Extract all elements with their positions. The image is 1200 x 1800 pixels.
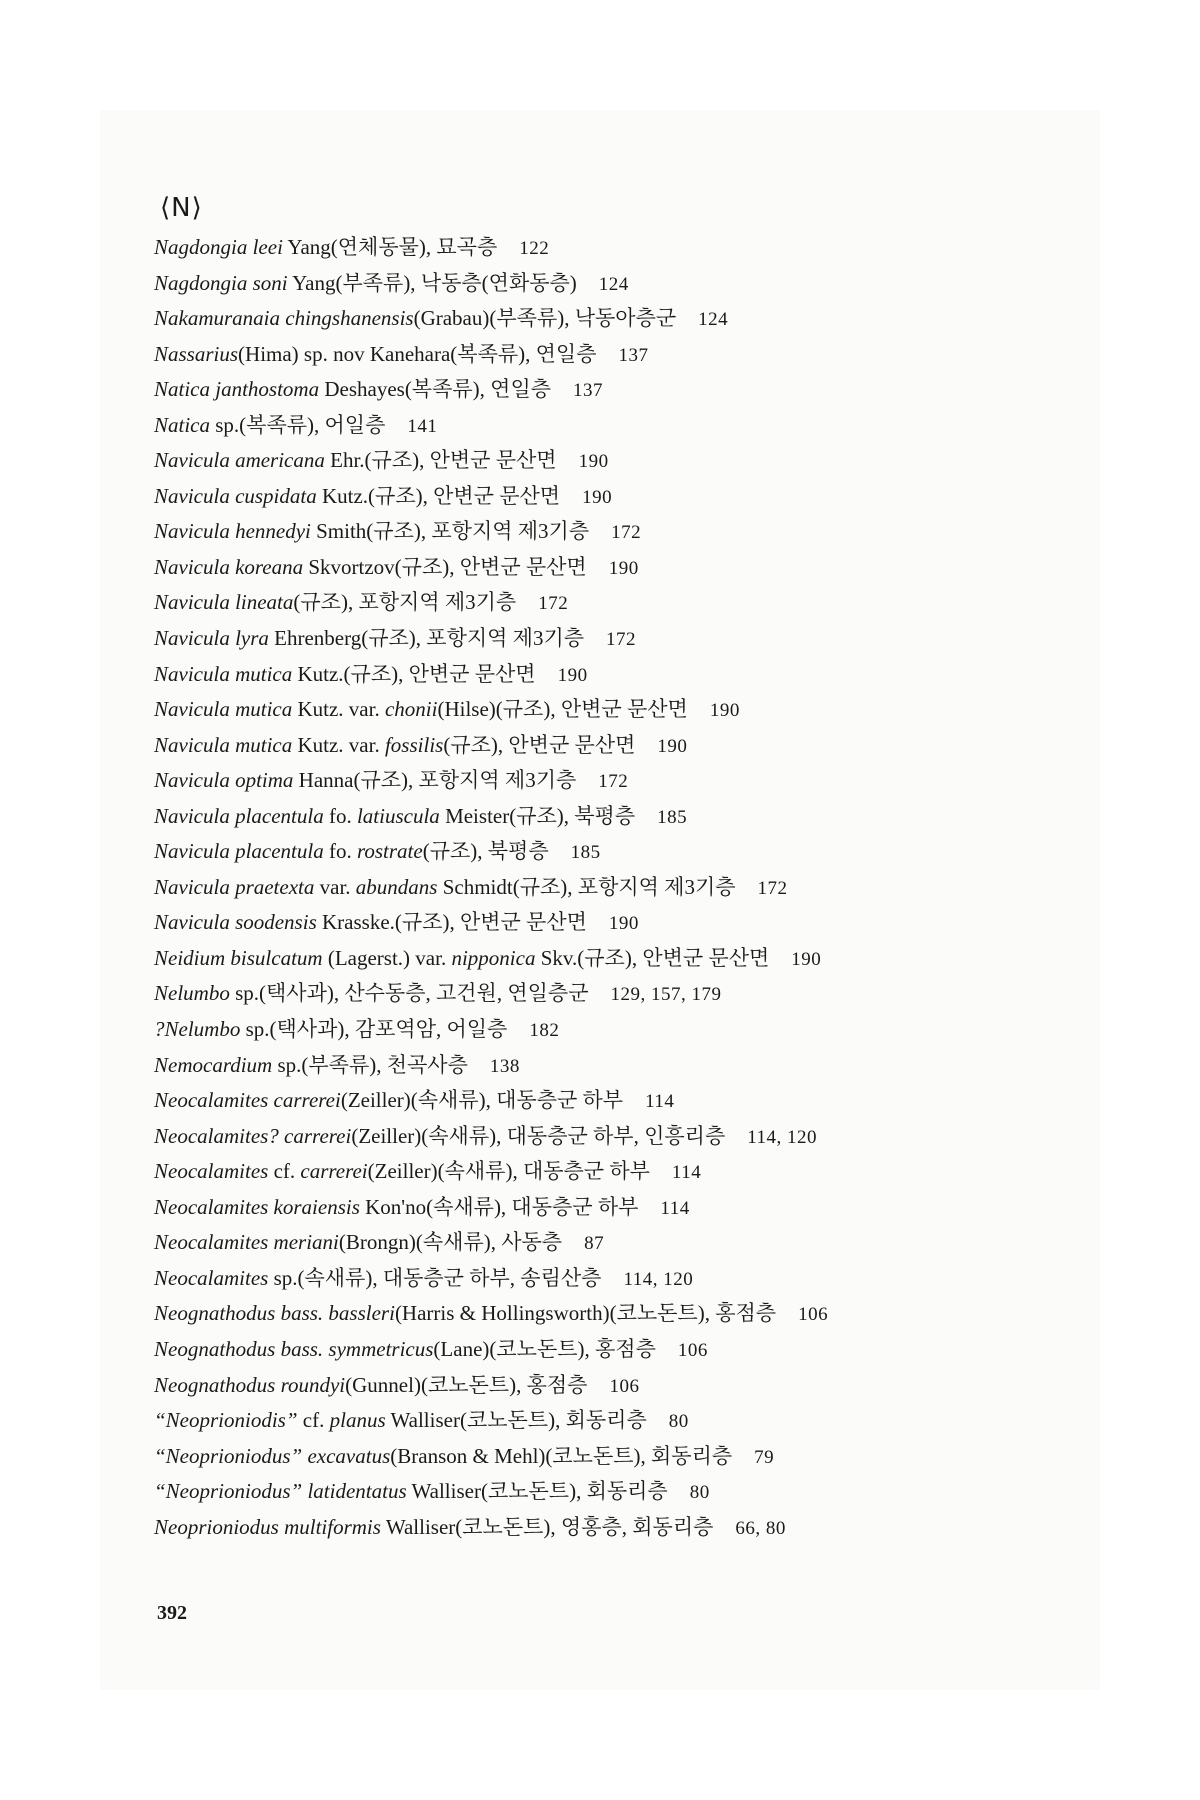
entry-detail: Krasske.(규조), 안변군 문산면	[316, 910, 587, 935]
index-entry	[154, 1296, 1034, 1332]
entry-detail: (규조), 안변군 문산면	[443, 732, 636, 757]
species-name: Navicula lineata	[154, 590, 294, 615]
page-references: 137	[618, 344, 649, 366]
page-references: 190	[709, 700, 740, 722]
entry-detail: (Brongn)(속새류), 사동층	[338, 1230, 563, 1255]
index-entry	[154, 905, 1034, 941]
species-name: ?Nelumbo	[154, 1017, 241, 1042]
species-epithet: nipponica	[451, 945, 536, 970]
entry-detail: var.	[314, 874, 356, 899]
index-entry	[154, 870, 1034, 906]
page-references: 172	[598, 771, 629, 793]
index-entry-list	[154, 230, 1034, 1545]
species-name: Nagdongia soni	[154, 270, 288, 295]
page-references: 129, 157, 179	[610, 984, 722, 1006]
section-letter: ⟨N⟩	[160, 193, 203, 223]
page-references: 137	[573, 380, 604, 402]
index-entry	[154, 1261, 1034, 1297]
entry-detail: Skvortzov(규조), 안변군 문산면	[303, 554, 587, 579]
page-references: 190	[608, 913, 639, 935]
index-entry	[154, 337, 1034, 373]
species-epithet: latiuscula	[356, 803, 440, 828]
species-name: Navicula soodensis	[154, 910, 317, 935]
species-epithet: abundans	[355, 874, 438, 899]
index-entry	[154, 479, 1034, 515]
index-entry	[154, 1119, 1034, 1155]
entry-detail: (Zeiller)(속새류), 대동층군 하부, 인흥리층	[351, 1123, 726, 1148]
index-entry	[154, 1190, 1034, 1226]
page-number: 392	[157, 1602, 187, 1624]
index-entry	[154, 728, 1034, 764]
index-entry	[154, 1048, 1034, 1084]
entry-detail: fo.	[323, 803, 357, 828]
index-entry	[154, 550, 1034, 586]
entry-detail: (Hilse)(규조), 안변군 문산면	[437, 697, 688, 722]
page-references: 185	[570, 842, 601, 864]
species-name: Neocalamites meriani	[154, 1230, 339, 1255]
entry-detail: (Zeiller)(속새류), 대동층군 하부	[367, 1159, 650, 1184]
species-name: Navicula praetexta	[154, 874, 315, 899]
index-entry	[154, 514, 1034, 550]
species-epithet: planus	[329, 1408, 386, 1433]
index-entry	[154, 763, 1034, 799]
species-name: Navicula mutica	[154, 697, 293, 722]
entry-detail: sp.(택사과), 감포역암, 어일층	[240, 1017, 508, 1042]
entry-detail: Hanna(규조), 포항지역 제3기층	[293, 768, 577, 793]
page-references: 124	[598, 273, 629, 295]
index-entry	[154, 266, 1034, 302]
species-name: Navicula placentula	[154, 839, 324, 864]
index-entry	[154, 941, 1034, 977]
species-name: Neognathodus roundyi	[154, 1372, 346, 1397]
entry-detail: sp.(부족류), 천곡사층	[272, 1052, 468, 1077]
species-name: Navicula mutica	[154, 661, 293, 686]
page-references: 190	[608, 557, 639, 579]
entry-detail: Ehr.(규조), 안변군 문산면	[324, 448, 557, 473]
species-name: Neoprioniodus multiformis	[154, 1514, 381, 1539]
page-references: 185	[657, 806, 688, 828]
page-references: 122	[519, 238, 550, 259]
entry-detail: (Grabau)(부족류), 낙동아층군	[413, 306, 677, 331]
species-name: Nakamuranaia chingshanensis	[154, 306, 414, 331]
species-name: Navicula mutica	[154, 732, 293, 757]
entry-detail: Yang(부족류), 낙동층(연화동층)	[287, 270, 577, 295]
entry-detail: cf.	[268, 1159, 301, 1184]
page-references: 190	[582, 486, 613, 508]
index-entry	[154, 799, 1034, 835]
entry-detail: cf.	[297, 1408, 330, 1433]
index-entry	[154, 1510, 1034, 1546]
page-references: 182	[529, 1020, 560, 1042]
page-references: 190	[657, 735, 688, 757]
index-entry	[154, 1368, 1034, 1404]
species-name: Neognathodus bass. bassleri	[154, 1301, 395, 1326]
page-references: 190	[578, 451, 609, 473]
page-references: 190	[557, 664, 588, 686]
page-references: 114, 120	[623, 1268, 694, 1290]
index-entry	[154, 1083, 1034, 1119]
species-name: Neocalamites? carrerei	[154, 1123, 352, 1148]
species-epithet: chonii	[384, 697, 438, 722]
entry-detail: Ehrenberg(규조), 포항지역 제3기층	[268, 626, 585, 651]
index-entry	[154, 1474, 1034, 1510]
entry-detail: Kon'no(속새류), 대동층군 하부	[359, 1194, 639, 1219]
page-references: 114, 120	[747, 1126, 818, 1148]
entry-detail: Smith(규조), 포항지역 제3기층	[310, 519, 590, 544]
page-references: 79	[754, 1446, 775, 1468]
species-name: Neognathodus bass. symmetricus	[154, 1336, 434, 1361]
species-name: Neidium bisulcatum	[154, 945, 323, 970]
page-references: 80	[689, 1482, 710, 1504]
index-entry	[154, 1403, 1034, 1439]
entry-detail: Deshayes(복족류), 연일층	[319, 377, 552, 402]
species-name: Navicula cuspidata	[154, 483, 317, 508]
page-references: 172	[606, 629, 637, 651]
index-entry	[154, 230, 1034, 266]
entry-detail: fo.	[323, 839, 357, 864]
index-entry	[154, 1012, 1034, 1048]
species-name: Neocalamites	[154, 1159, 269, 1184]
entry-detail: (Branson & Mehl)(코노돈트), 회동리층	[390, 1443, 733, 1468]
page-references: 172	[611, 522, 642, 544]
page-references: 172	[757, 877, 788, 899]
species-name: Navicula koreana	[154, 554, 304, 579]
entry-detail: Schmidt(규조), 포항지역 제3기층	[437, 874, 736, 899]
entry-detail: Meister(규조), 북평층	[439, 803, 636, 828]
page-references: 114	[660, 1197, 690, 1219]
entry-detail: Kutz.(규조), 안변군 문산면	[292, 661, 536, 686]
species-name: “Neoprioniodis”	[154, 1408, 298, 1433]
species-epithet: rostrate	[356, 839, 423, 864]
species-name: Navicula lyra	[154, 626, 269, 651]
entry-detail: sp.(속새류), 대동층군 하부, 송림산층	[268, 1265, 602, 1290]
species-name: Nemocardium	[154, 1052, 273, 1077]
entry-detail: (규조), 포항지역 제3기층	[293, 590, 517, 615]
index-entry	[154, 585, 1034, 621]
index-entry	[154, 1154, 1034, 1190]
entry-detail: sp.(복족류), 어일층	[210, 412, 386, 437]
entry-detail: Skv.(규조), 안변군 문산면	[535, 945, 770, 970]
entry-detail: (Harris & Hollingsworth)(코노돈트), 홍점층	[394, 1301, 777, 1326]
page-references: 87	[584, 1233, 605, 1255]
page-references: 106	[609, 1375, 640, 1397]
entry-detail: (규조), 북평층	[422, 839, 549, 864]
entry-detail: Kutz. var.	[292, 732, 385, 757]
page-references: 114	[671, 1162, 702, 1184]
entry-detail: (Lane)(코노돈트), 홍점층	[433, 1336, 656, 1361]
entry-detail: (Lagerst.) var.	[322, 945, 452, 970]
species-name: Nassarius	[154, 341, 239, 366]
index-entry	[154, 621, 1034, 657]
entry-detail: Walliser(코노돈트), 회동리층	[406, 1479, 668, 1504]
page-references: 106	[677, 1339, 708, 1361]
entry-detail: Kutz.(규조), 안변군 문산면	[316, 483, 561, 508]
index-entry	[154, 1439, 1034, 1475]
index-entry	[154, 1332, 1034, 1368]
species-name: Neocalamites koraiensis	[154, 1194, 360, 1219]
species-name: Natica janthostoma	[154, 377, 320, 402]
index-entry	[154, 408, 1034, 444]
entry-detail: Kutz. var.	[292, 697, 385, 722]
species-name: Navicula americana	[154, 448, 325, 473]
page-references: 80	[668, 1411, 689, 1433]
species-name: Nagdongia leei	[154, 235, 283, 259]
page-references: 172	[538, 593, 569, 615]
species-name: Nelumbo	[154, 981, 230, 1006]
index-entry	[154, 1225, 1034, 1261]
page-references: 190	[791, 948, 822, 970]
index-entry	[154, 301, 1034, 337]
index-entry	[154, 443, 1034, 479]
page-references: 124	[698, 309, 729, 331]
index-entry	[154, 372, 1034, 408]
entry-detail: (Hima) sp. nov Kanehara(복족류), 연일층	[238, 341, 597, 366]
species-name: “Neoprioniodus” excavatus	[154, 1443, 391, 1468]
index-entry	[154, 834, 1034, 870]
entry-detail: Walliser(코노돈트), 영홍층, 회동리층	[380, 1514, 714, 1539]
index-entry	[154, 692, 1034, 728]
index-entry	[154, 657, 1034, 693]
species-epithet: carrerei	[300, 1159, 368, 1184]
page-references: 141	[407, 415, 438, 437]
entry-detail: sp.(택사과), 산수동층, 고건원, 연일층군	[229, 981, 589, 1006]
species-name: Neocalamites	[154, 1265, 269, 1290]
page-references: 114	[645, 1091, 675, 1113]
species-epithet: fossilis	[384, 732, 444, 757]
entry-detail: Yang(연체동물), 묘곡층	[282, 235, 498, 259]
species-name: Natica	[154, 412, 210, 437]
index-entry	[154, 976, 1034, 1012]
species-name: Neocalamites carrerei	[154, 1088, 341, 1113]
page-references: 138	[489, 1055, 520, 1077]
species-name: Navicula hennedyi	[154, 519, 311, 544]
species-name: Navicula optima	[154, 768, 294, 793]
entry-detail: Walliser(코노돈트), 회동리층	[385, 1408, 647, 1433]
page-references: 66, 80	[735, 1517, 786, 1539]
entry-detail: (Zeiller)(속새류), 대동층군 하부	[340, 1088, 624, 1113]
entry-detail: (Gunnel)(코노돈트), 홍점층	[345, 1372, 588, 1397]
species-name: Navicula placentula	[154, 803, 324, 828]
species-name: “Neoprioniodus” latidentatus	[154, 1479, 407, 1504]
page-references: 106	[798, 1304, 829, 1326]
